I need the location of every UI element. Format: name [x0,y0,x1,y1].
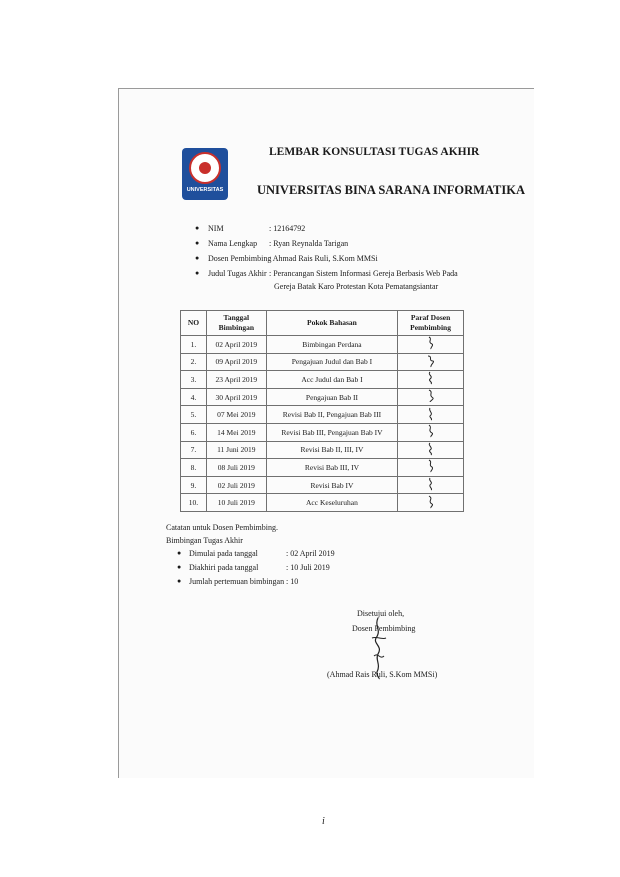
approval-line-1: Disetujui oleh, [357,609,405,618]
summary-value: : 10 [286,577,299,586]
table-row [181,441,464,459]
logo-text: UNIVERSITAS [186,187,224,193]
info-value: : 12164792 [269,224,306,233]
cell-pokok: Acc Judul dan Bab I [266,371,397,389]
bullet-icon: ● [177,549,182,557]
cell-tanggal: 02 Juli 2019 [206,476,266,494]
logo-emblem-icon [189,152,221,184]
cell-paraf [398,476,464,494]
cell-pokok: Revisi Bab II, Pengajuan Bab III [266,406,397,424]
cell-no: 3. [181,371,207,389]
info-value: : Ahmad Rais Ruli, S.Kom MMSi [269,254,378,263]
cell-tanggal: 07 Mei 2019 [206,406,266,424]
scan-edge-top [118,88,534,89]
notes-line-2: Bimbingan Tugas Akhir [166,536,243,545]
signature-icon [424,336,438,350]
summary-value: : 02 April 2019 [286,549,335,558]
table-row [181,388,464,406]
info-label: Judul Tugas Akhir [208,269,267,278]
table-row [181,459,464,477]
cell-no: 9. [181,476,207,494]
cell-paraf [398,423,464,441]
info-value: : Perancangan Sistem Informasi Gereja Berbasis Web Pada [269,269,458,278]
page-number: i [322,816,325,827]
cell-pokok: Revisi Bab II, III, IV [266,441,397,459]
signature-icon [424,495,438,509]
cell-tanggal: 10 Juli 2019 [206,494,266,512]
info-label: NIM [208,224,224,233]
bullet-icon: ● [195,269,200,277]
bullet-icon: ● [177,577,182,585]
signature-icon [424,424,438,438]
info-value-line2: Gereja Batak Karo Protestan Kota Pematangsiantar [274,282,439,291]
cell-paraf [398,459,464,477]
approval-line-2: Dosen Pembimbing [352,624,416,633]
cell-no: 8. [181,459,207,477]
info-label: Dosen Pembimbing [208,254,272,263]
table-row [181,494,464,512]
summary-label: Dimulai pada tanggal [189,549,258,558]
cell-paraf [398,371,464,389]
bullet-icon: ● [195,254,200,262]
consultation-table [180,310,464,512]
cell-tanggal: 23 April 2019 [206,371,266,389]
cell-pokok: Acc Keseluruhan [266,494,397,512]
cell-paraf [398,441,464,459]
bullet-icon: ● [195,224,200,232]
cell-tanggal: 09 April 2019 [206,353,266,371]
signature-icon [424,407,438,421]
cell-pokok: Revisi Bab III, Pengajuan Bab IV [266,423,397,441]
document-title: LEMBAR KONSULTASI TUGAS AKHIR [269,146,480,158]
cell-pokok: Revisi Bab IV [266,476,397,494]
info-label: Nama Lengkap [208,239,258,248]
header-no: NO [181,311,207,336]
summary-label: Diakhiri pada tanggal [189,563,259,572]
cell-pokok: Revisi Bab III, IV [266,459,397,477]
cell-tanggal: 30 April 2019 [206,388,266,406]
scan-edge-left [118,88,119,778]
cell-paraf [398,494,464,512]
table-row [181,476,464,494]
cell-pokok: Pengajuan Bab II [266,388,397,406]
cell-pokok: Pengajuan Judul dan Bab I [266,353,397,371]
cell-no: 10. [181,494,207,512]
cell-tanggal: 11 Juni 2019 [206,441,266,459]
signature-icon [424,389,438,403]
cell-no: 6. [181,423,207,441]
table-row [181,423,464,441]
cell-paraf [398,388,464,406]
signature-icon [424,354,438,368]
cell-no: 5. [181,406,207,424]
signature-icon [424,477,438,491]
bullet-icon: ● [195,239,200,247]
university-name: UNIVERSITAS BINA SARANA INFORMATIKA [257,183,525,197]
cell-paraf [398,336,464,354]
cell-pokok: Bimbingan Perdana [266,336,397,354]
approval-name: (Ahmad Rais Ruli, S.Kom MMSi) [327,670,438,679]
cell-no: 4. [181,388,207,406]
table-row [181,371,464,389]
signature-icon [424,442,438,456]
cell-paraf [398,406,464,424]
notes-line-1: Catatan untuk Dosen Pembimbing. [166,523,278,532]
summary-value: : 10 Juli 2019 [286,563,330,572]
table-row [181,353,464,371]
university-logo [182,148,228,200]
cell-no: 2. [181,353,207,371]
table-row [181,406,464,424]
cell-tanggal: 02 April 2019 [206,336,266,354]
signature-icon [424,459,438,473]
header-pokok: Pokok Bahasan [266,311,397,336]
cell-no: 7. [181,441,207,459]
summary-label: Jumlah pertemuan bimbingan [189,577,285,586]
cell-no: 1. [181,336,207,354]
header-tanggal: Tanggal Bimbingan [206,311,266,336]
header-paraf: Paraf Dosen Pembimbing [398,311,464,336]
bullet-icon: ● [177,563,182,571]
signature-icon [424,371,438,385]
table-row [181,336,464,354]
cell-paraf [398,353,464,371]
info-value: : Ryan Reynalda Tarigan [269,239,349,248]
cell-tanggal: 14 Mei 2019 [206,423,266,441]
table-header-row [181,311,464,336]
cell-tanggal: 08 Juli 2019 [206,459,266,477]
